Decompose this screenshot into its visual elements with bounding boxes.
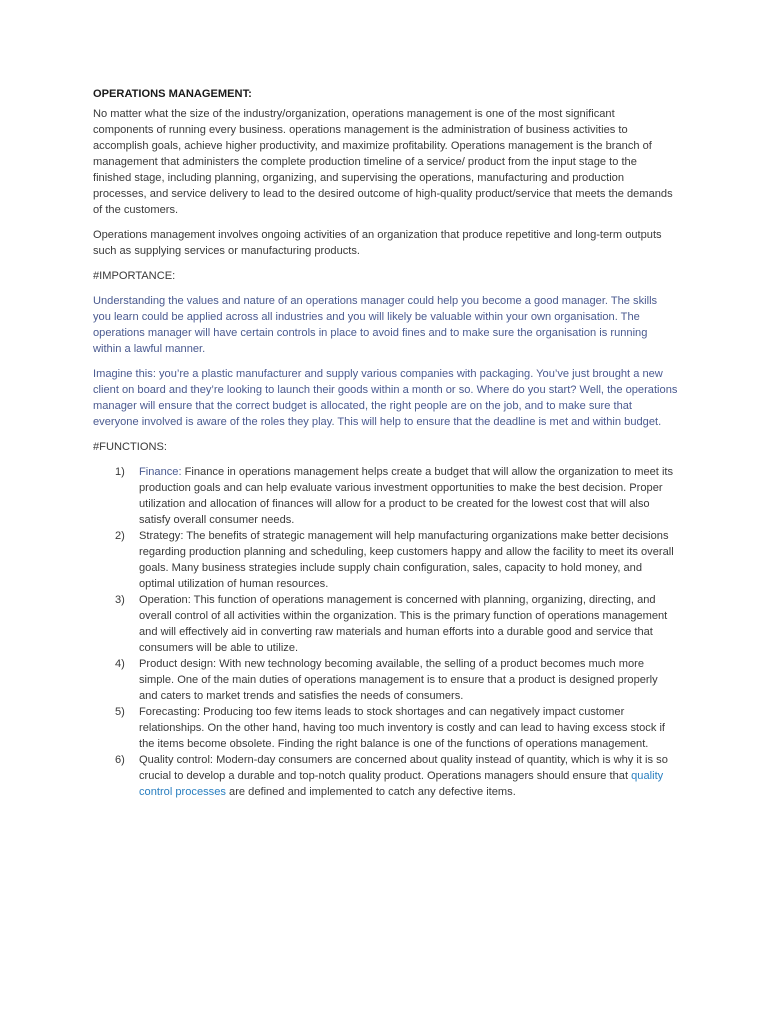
function-text-operation: Operation: This function of operations management is concerned with planning, organizing, directing, and overall control of all activities within the organization. This is the primary function of operations management and will effectively aid in converting raw materials and human efforts into a durable good and service that consumers will be able to utilize.: [139, 594, 668, 654]
function-item-strategy: [93, 528, 678, 592]
functions-heading: #FUNCTIONS:: [93, 441, 167, 453]
document-title: OPERATIONS MANAGEMENT:: [93, 88, 252, 100]
function-text-product-design: Product design: With new technology becoming available, the selling of a product becomes much more simple. One of the main duties of operations management is to ensure that a product is designed properly and caters to market trends and satisfies the needs of consumers.: [139, 658, 658, 702]
function-text-quality-control-end: are defined and implemented to catch any defective items.: [225, 786, 516, 798]
importance-heading: #IMPORTANCE:: [93, 270, 176, 282]
functions-list: [93, 464, 678, 800]
list-number: 2): [115, 530, 125, 542]
function-text-forecasting: Forecasting: Producing too few items leads to stock shortages and can negatively impact customer relationships. On the other hand, having too much inventory is costly and can lead to having excess stock if the items become obsolete. Finding the right balance is one of the functions of operations management.: [139, 706, 666, 750]
list-number: 5): [115, 706, 125, 718]
list-number: 3): [115, 594, 125, 606]
importance-paragraph-2: Imagine this: you’re a plastic manufacturer and supply various companies with packaging. You’ve just brought a new client on board and they’re looking to launch their goods within a month or so. Where do you start? Well, the operations manager will ensure that the correct budget is allocated, the right people are on the job, and to make sure that everyone involved is aware of the roles they play. This will help to ensure that the deadline is met and within budget.: [93, 368, 678, 428]
function-text-strategy: Strategy: The benefits of strategic management will help manufacturing organizations make better decisions regarding production planning and scheduling, keep customers happy and allow the facility to meet its overall goals. Many business strategies include supply chain configuration, sales, capacity to hold money, and optimal utilization of human resources.: [139, 530, 674, 590]
list-number: 6): [115, 754, 125, 766]
quality-control-processes-link[interactable]: quality control processes: [139, 770, 664, 798]
document-page: [93, 86, 678, 800]
importance-paragraph-1: Understanding the values and nature of an operations manager could help you become a good manager. The skills you learn could be applied across all industries and you will likely be valuable within your own organisation. The operations manager will have certain controls in place to avoid fines and to make sure the organisation is running within a lawful manner.: [93, 295, 658, 355]
list-number: 1): [115, 466, 125, 478]
function-label-finance: Finance:: [139, 466, 182, 478]
list-number: 4): [115, 658, 125, 670]
intro-paragraph-2: Operations management involves ongoing activities of an organization that produce repetitive and long-term outputs such as supplying services or manufacturing products.: [93, 229, 662, 257]
function-item-operation: [93, 592, 678, 656]
function-item-forecasting: [93, 704, 678, 752]
function-item-product-design: [93, 656, 678, 704]
function-item-finance: [93, 464, 678, 528]
intro-paragraph-1: No matter what the size of the industry/organization, operations management is one of the most significant components of running every business. operations management is the administration of business activities to accomplish goals, achieve higher productivity, and maximize profitability. Operations management is the branch of management that administers the complete production timeline of a service/ product from the input stage to the finished stage, including planning, organizing, and supervising the operations, manufacturing and production processes, and service delivery to lead to the desired outcome of high-quality product/service that meets the demands of the customers.: [93, 108, 673, 216]
function-text-quality-control: Quality control: Modern-day consumers are concerned about quality instead of quantity, which is why it is so crucial to develop a durable and top-notch quality product. Operations managers should ensure that: [139, 754, 668, 782]
function-text-finance: Finance in operations management helps create a budget that will allow the organization to meet its production goals and can help evaluate various investment opportunities to make the best decision. Proper utilization and allocation of finances will allow for a product to be created for the lowest cost that will also satisfy overall consumer needs.: [139, 466, 674, 526]
function-item-quality-control: [93, 752, 678, 800]
